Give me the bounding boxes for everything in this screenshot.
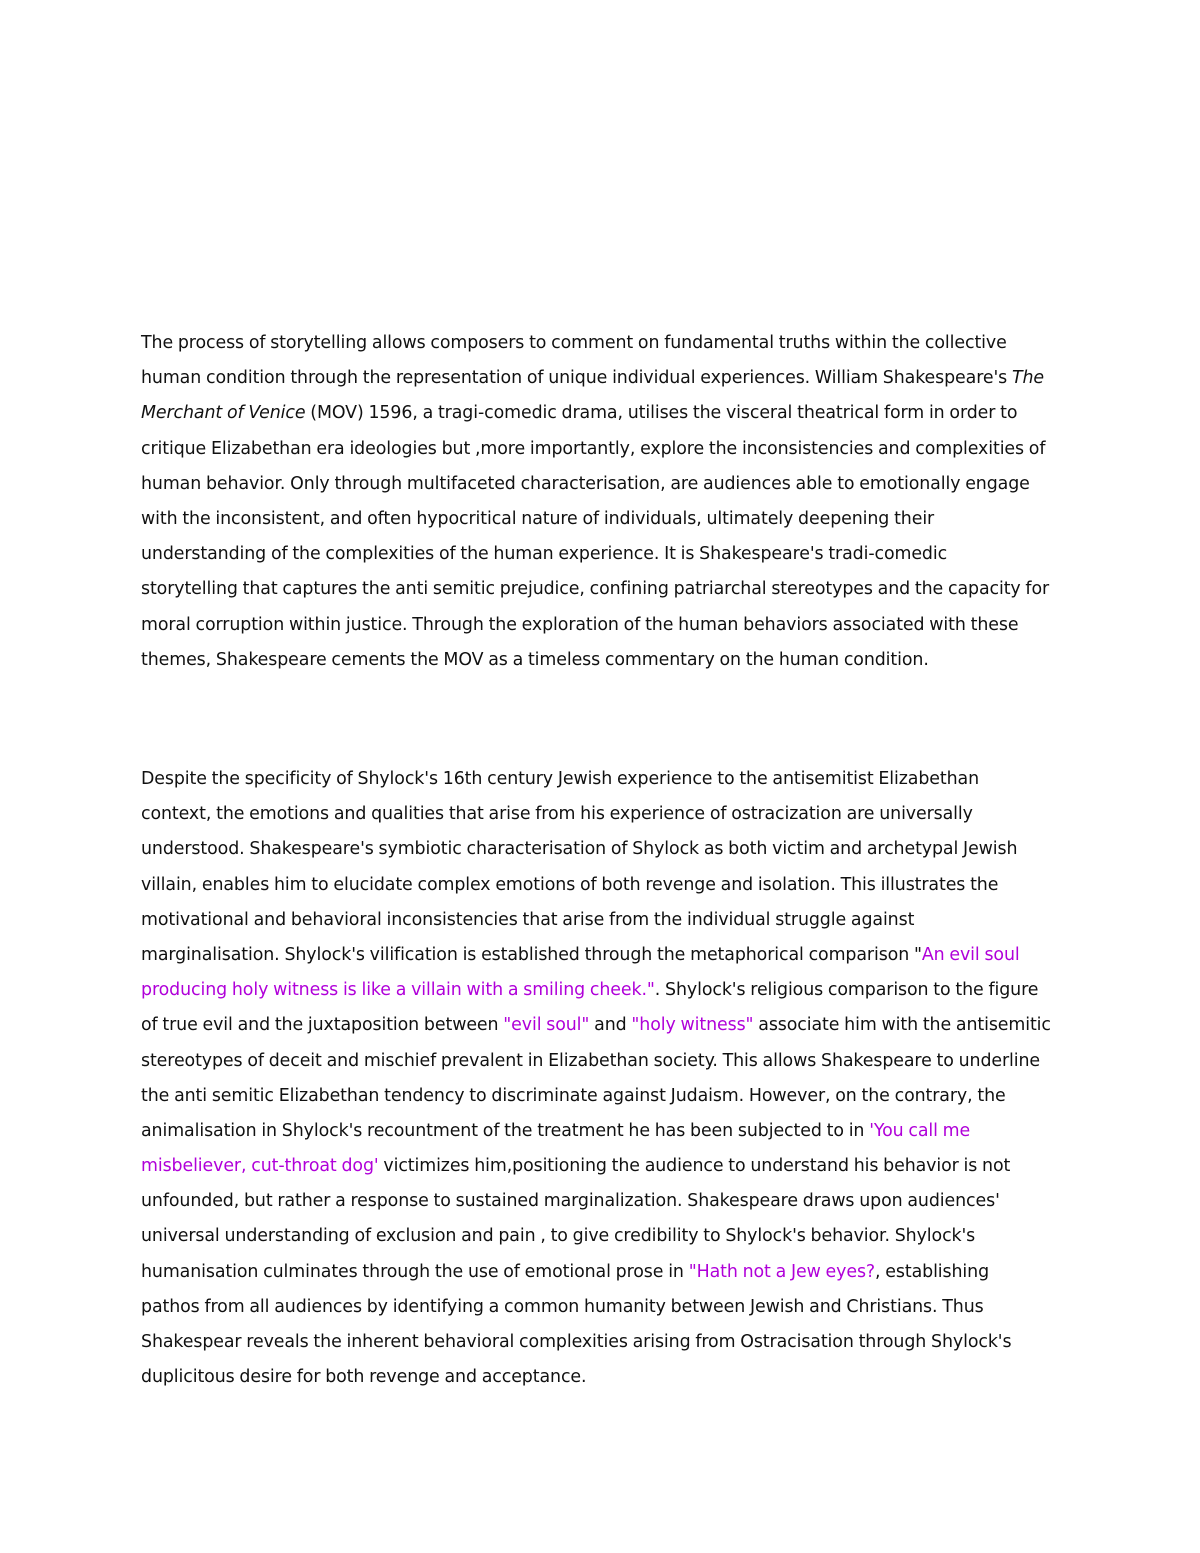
text-span: marginalisation. Shylock's vilification is established through the metaphorical comparison " bbox=[141, 944, 922, 965]
text-span: understood. Shakespeare's symbiotic characterisation of Shylock as both victim and archetypal Jewish bbox=[141, 839, 1018, 860]
text-line bbox=[141, 608, 1071, 643]
text-line bbox=[141, 868, 1071, 903]
text-span: stereotypes of deceit and mischief prevalent in Elizabethan society. This allows Shakespeare to underline bbox=[141, 1050, 1041, 1071]
text-span: storytelling that captures the anti semitic prejudice, confining patriarchal stereotypes and the capacity for bbox=[141, 579, 1050, 600]
text-line bbox=[141, 1114, 1071, 1149]
text-line bbox=[141, 361, 1071, 396]
text-line bbox=[141, 396, 1071, 431]
quote-highlight: "Hath not a Jew eyes? bbox=[688, 1261, 876, 1282]
text-span: human condition through the representation of unique individual experiences. William Shakespeare's bbox=[141, 368, 1012, 389]
text-span: critique Elizabethan era ideologies but ,more importantly, explore the inconsistencies and complexities of bbox=[141, 438, 1046, 459]
text-line bbox=[141, 1184, 1071, 1219]
quote-highlight: producing holy witness is like a villain with a smiling cheek." bbox=[141, 980, 655, 1001]
text-line bbox=[141, 1219, 1071, 1254]
text-span: humanisation culminates through the use of emotional prose in bbox=[141, 1261, 689, 1282]
body-paragraph-shylock bbox=[141, 762, 1071, 1395]
text-line bbox=[141, 326, 1071, 361]
text-span: duplicitous desire for both revenge and acceptance. bbox=[141, 1367, 587, 1388]
text-span: Despite the specificity of Shylock's 16th century Jewish experience to the antisemitist Elizabethan bbox=[141, 769, 979, 789]
text-span: understanding of the complexities of the human experience. It is Shakespeare's tradi-comedic bbox=[141, 544, 948, 565]
text-span: human behavior. Only through multifaceted characterisation, are audiences able to emotionally engage bbox=[141, 473, 1030, 494]
text-line bbox=[141, 643, 1071, 678]
text-line bbox=[141, 1044, 1071, 1079]
text-line bbox=[141, 1290, 1071, 1325]
text-line bbox=[141, 797, 1071, 832]
text-line bbox=[141, 973, 1071, 1008]
text-line bbox=[141, 832, 1071, 867]
text-span: villain, enables him to elucidate complex emotions of both revenge and isolation. This illustrates the bbox=[141, 874, 999, 895]
text-span: themes, Shakespeare cements the MOV as a timeless commentary on the human condition. bbox=[141, 649, 929, 670]
text-span: (MOV) 1596, a tragi-comedic drama, utilises the visceral theatrical form in order to bbox=[305, 403, 1018, 424]
text-line bbox=[141, 1255, 1071, 1290]
title-italic: Merchant of Venice bbox=[141, 403, 306, 424]
text-line bbox=[141, 502, 1071, 537]
text-line bbox=[141, 1079, 1071, 1114]
text-line bbox=[141, 1360, 1071, 1395]
quote-highlight: misbeliever, cut-throat dog' bbox=[141, 1156, 379, 1177]
text-span: unfounded, but rather a response to sustained marginalization. Shakespeare draws upon audiences' bbox=[141, 1191, 1000, 1212]
text-span: context, the emotions and qualities that arise from his experience of ostracization are universally bbox=[141, 804, 973, 825]
text-span: . Shylock's religious comparison to the figure bbox=[654, 980, 1039, 1001]
text-span: Shakespear reveals the inherent behavioral complexities arising from Ostracisation through Shylock's bbox=[141, 1332, 1012, 1352]
text-span: animalisation in Shylock's recountment of the treatment he has been subjected to in bbox=[141, 1120, 870, 1141]
text-line bbox=[141, 1149, 1071, 1184]
text-span: and bbox=[589, 1015, 632, 1036]
text-span: victimizes him,positioning the audience to understand his behavior is not bbox=[378, 1156, 1011, 1177]
text-span: associate him with the antisemitic bbox=[753, 1015, 1051, 1036]
text-span: motivational and behavioral inconsistencies that arise from the individual struggle against bbox=[141, 909, 915, 930]
text-line bbox=[141, 762, 1071, 797]
text-line bbox=[141, 1325, 1071, 1360]
title-italic: The bbox=[1011, 368, 1044, 389]
text-line bbox=[141, 572, 1071, 607]
text-line bbox=[141, 938, 1071, 973]
text-line bbox=[141, 903, 1071, 938]
quote-highlight: "evil soul" bbox=[503, 1015, 590, 1036]
introduction-paragraph bbox=[141, 326, 1071, 678]
text-span: , establishing bbox=[875, 1261, 990, 1282]
text-span: of true evil and the juxtaposition between bbox=[141, 1015, 504, 1036]
text-line bbox=[141, 537, 1071, 572]
text-span: the anti semitic Elizabethan tendency to discriminate against Judaism. However, on the contrary, the bbox=[141, 1085, 1006, 1106]
quote-highlight: "holy witness" bbox=[631, 1015, 754, 1036]
text-span: The process of storytelling allows composers to comment on fundamental truths within the collective bbox=[141, 333, 1007, 353]
quote-highlight: 'You call me bbox=[869, 1120, 971, 1141]
text-line bbox=[141, 467, 1071, 502]
text-line bbox=[141, 1008, 1071, 1043]
text-span: with the inconsistent, and often hypocritical nature of individuals, ultimately deepening their bbox=[141, 508, 935, 529]
quote-highlight: An evil soul bbox=[921, 944, 1020, 965]
text-line bbox=[141, 432, 1071, 467]
text-span: moral corruption within justice. Through the exploration of the human behaviors associated with these bbox=[141, 614, 1019, 635]
text-span: pathos from all audiences by identifying a common humanity between Jewish and Christians. Thus bbox=[141, 1296, 984, 1317]
text-span: universal understanding of exclusion and pain , to give credibility to Shylock's behavior. Shylock's bbox=[141, 1226, 976, 1247]
